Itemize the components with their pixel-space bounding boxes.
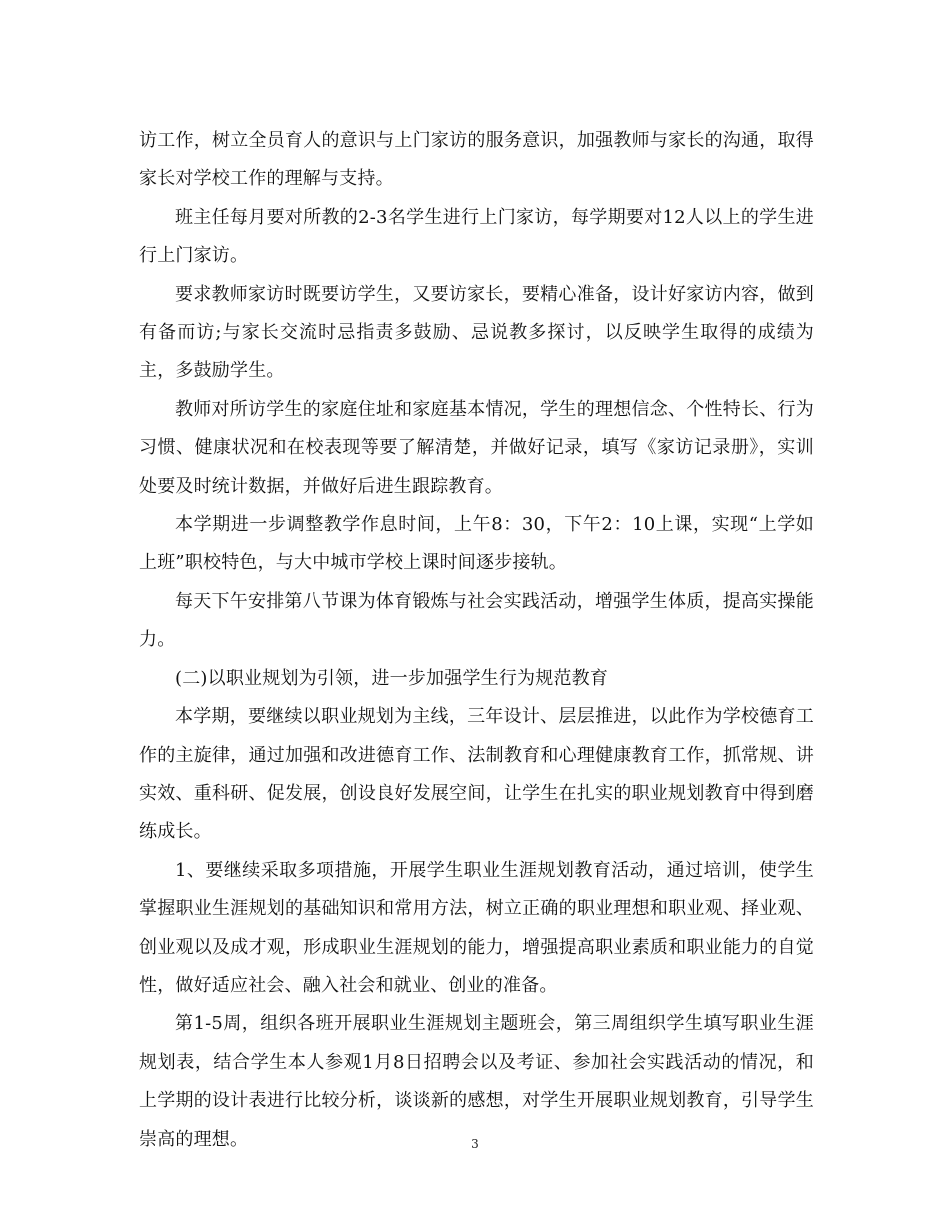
section-heading: (二)以职业规划为引领，进一步加强学生行为规范教育 (175, 667, 609, 689)
paragraph-9: 第1-5周，组织各班开展职业生涯规划主题班会，第三周组织学生填写职业生涯规划表，结合学生本人参观1月8日招聘会以及考证、参加社会实践活动的情况，和上学期的设计表进行比较分析，谈谈新的感想，对学生开展职业规划教育，引导学生崇高的理想。 (139, 1013, 814, 1150)
page-body (139, 122, 814, 1159)
paragraph-8: 1、要继续采取多项措施，开展学生职业生涯规划教育活动，通过培训，使学生掌握职业生涯规划的基础知识和常用方法，树立正确的职业理想和职业观、择业观、创业观以及成才观，形成职业生涯规划的能力，增强提高职业素质和职业能力的自觉性，做好适应社会、融入社会和就业、创业的准备。 (139, 859, 814, 996)
paragraph-6: 每天下午安排第八节课为体育锻炼与社会实践活动，增强学生体质，提高实操能力。 (139, 590, 814, 651)
page-number: 3 (471, 1137, 479, 1151)
paragraph-5: 本学期进一步调整教学作息时间，上午8：30，下午2：10上课，实现“上学如上班”职校特色，与大中城市学校上课时间逐步接轨。 (139, 514, 814, 574)
paragraph-4: 教师对所访学生的家庭住址和家庭基本情况，学生的理想信念、个性特长、行为习惯、健康状况和在校表现等要了解清楚，并做好记录，填写《家访记录册》，实训处要及时统计数据，并做好后进生跟踪教育。 (139, 398, 814, 497)
paragraph-7: 本学期，要继续以职业规划为主线，三年设计、层层推进，以此作为学校德育工作的主旋律，通过加强和改进德育工作、法制教育和心理健康教育工作，抓常规、讲实效、重科研、促发展，创设良好发展空间，让学生在扎实的职业规划教育中得到磨练成长。 (139, 706, 814, 843)
paragraph-3: 要求教师家访时既要访学生，又要访家长，要精心准备，设计好家访内容，做到有备而访;与家长交流时忌指责多鼓励、忌说教多探讨，以反映学生取得的成绩为主，多鼓励学生。 (139, 283, 814, 382)
paragraph-2: 班主任每月要对所教的2-3名学生进行上门家访，每学期要对12人以上的学生进行上门家访。 (139, 206, 814, 267)
paragraph-1: 访工作，树立全员育人的意识与上门家访的服务意识，加强教师与家长的沟通，取得家长对学校工作的理解与支持。 (139, 130, 814, 190)
